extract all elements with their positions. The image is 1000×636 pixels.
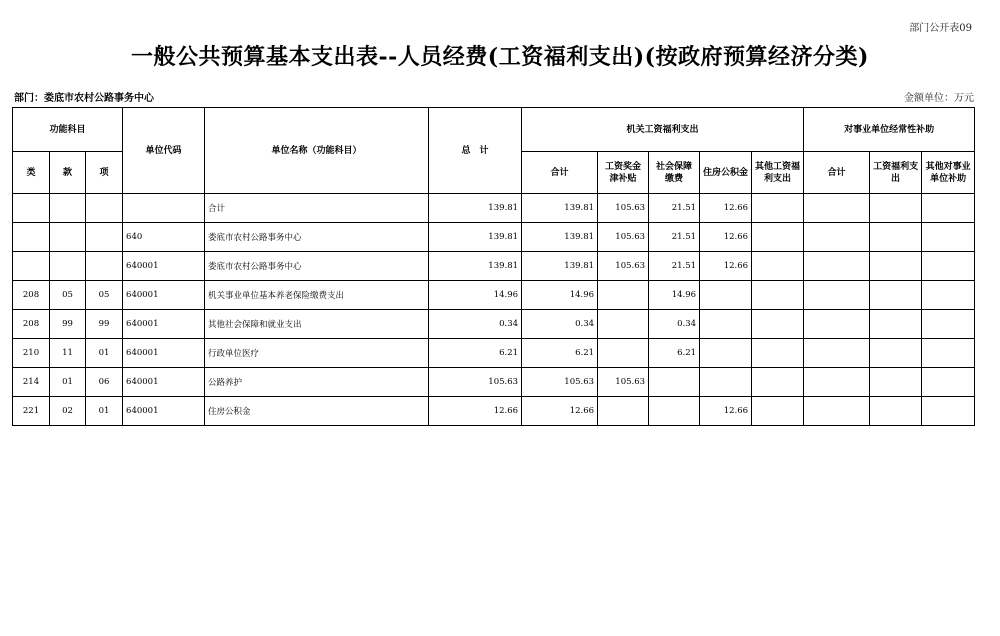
cell-salary-bonus: 105.63 xyxy=(598,252,649,281)
header-func-subject: 功能科目 xyxy=(13,108,123,152)
cell-total: 0.34 xyxy=(429,310,522,339)
cell-xiang: 05 xyxy=(86,281,123,310)
cell-lei xyxy=(13,223,50,252)
cell-other-salary xyxy=(752,310,804,339)
cell-salary-welfare-2 xyxy=(870,339,922,368)
cell-unit-code: 640001 xyxy=(123,252,205,281)
cell-total: 6.21 xyxy=(429,339,522,368)
cell-other-salary xyxy=(752,223,804,252)
cell-unit-name: 住房公积金 xyxy=(205,397,429,426)
cell-unit-name: 其他社会保障和就业支出 xyxy=(205,310,429,339)
cell-unit-code: 640001 xyxy=(123,310,205,339)
cell-other-subsidy xyxy=(922,397,975,426)
header-housing-fund: 住房公积金 xyxy=(700,152,752,194)
cell-kuan xyxy=(50,252,86,281)
cell-sub-total: 105.63 xyxy=(522,368,598,397)
cell-other-salary xyxy=(752,339,804,368)
cell-sub-total: 6.21 xyxy=(522,339,598,368)
cell-total: 139.81 xyxy=(429,223,522,252)
cell-kuan: 99 xyxy=(50,310,86,339)
cell-lei: 210 xyxy=(13,339,50,368)
department-label: 部门：娄底市农村公路事务中心 xyxy=(14,93,154,104)
cell-kuan: 01 xyxy=(50,368,86,397)
cell-social-security: 6.21 xyxy=(649,339,700,368)
header-xiang: 项 xyxy=(86,152,123,194)
cell-housing-fund xyxy=(700,281,752,310)
page-title: 一般公共预算基本支出表--人员经费(工资福利支出)(按政府预算经济分类) xyxy=(131,44,869,70)
cell-social-security: 0.34 xyxy=(649,310,700,339)
cell-sub-total: 12.66 xyxy=(522,397,598,426)
cell-total: 105.63 xyxy=(429,368,522,397)
header-sub-total: 合计 xyxy=(522,152,598,194)
header-salary-bonus: 工资奖金津补贴 xyxy=(598,152,649,194)
table-row xyxy=(13,397,975,426)
cell-unit-name: 行政单位医疗 xyxy=(205,339,429,368)
cell-sub-total-2 xyxy=(804,223,870,252)
cell-xiang: 01 xyxy=(86,397,123,426)
cell-salary-bonus: 105.63 xyxy=(598,223,649,252)
cell-housing-fund xyxy=(700,368,752,397)
table-row xyxy=(13,339,975,368)
table-row xyxy=(13,310,975,339)
cell-lei: 214 xyxy=(13,368,50,397)
cell-salary-welfare-2 xyxy=(870,252,922,281)
cell-salary-welfare-2 xyxy=(870,310,922,339)
cell-other-subsidy xyxy=(922,281,975,310)
cell-salary-bonus xyxy=(598,281,649,310)
cell-lei xyxy=(13,194,50,223)
cell-kuan xyxy=(50,194,86,223)
cell-total: 139.81 xyxy=(429,252,522,281)
cell-social-security: 21.51 xyxy=(649,194,700,223)
table-row xyxy=(13,194,975,223)
table-row xyxy=(13,223,975,252)
header-subsidy-public: 对事业单位经常性补助 xyxy=(804,108,975,152)
cell-kuan xyxy=(50,223,86,252)
header-kuan: 款 xyxy=(50,152,86,194)
cell-xiang xyxy=(86,252,123,281)
cell-salary-bonus xyxy=(598,310,649,339)
cell-kuan: 11 xyxy=(50,339,86,368)
cell-salary-welfare-2 xyxy=(870,223,922,252)
cell-unit-code: 640001 xyxy=(123,281,205,310)
amount-unit-label: 金额单位：万元 xyxy=(904,93,974,104)
cell-lei: 208 xyxy=(13,281,50,310)
cell-lei: 208 xyxy=(13,310,50,339)
cell-housing-fund: 12.66 xyxy=(700,397,752,426)
cell-total: 139.81 xyxy=(429,194,522,223)
cell-sub-total-2 xyxy=(804,194,870,223)
header-salary-welfare-2: 工资福利支出 xyxy=(870,152,922,194)
cell-unit-name: 娄底市农村公路事务中心 xyxy=(205,252,429,281)
header-unit-name: 单位名称（功能科目） xyxy=(205,108,429,194)
header-sub-total-2: 合计 xyxy=(804,152,870,194)
cell-social-security xyxy=(649,368,700,397)
cell-unit-code: 640 xyxy=(123,223,205,252)
header-social-security: 社会保障缴费 xyxy=(649,152,700,194)
cell-salary-bonus: 105.63 xyxy=(598,194,649,223)
cell-salary-bonus xyxy=(598,397,649,426)
cell-sub-total-2 xyxy=(804,368,870,397)
cell-other-salary xyxy=(752,194,804,223)
cell-social-security: 21.51 xyxy=(649,223,700,252)
cell-unit-name: 合计 xyxy=(205,194,429,223)
cell-sub-total: 139.81 xyxy=(522,252,598,281)
form-code: 部门公开表09 xyxy=(909,23,972,34)
cell-social-security xyxy=(649,397,700,426)
cell-xiang: 01 xyxy=(86,339,123,368)
cell-sub-total: 139.81 xyxy=(522,223,598,252)
cell-sub-total: 14.96 xyxy=(522,281,598,310)
cell-salary-welfare-2 xyxy=(870,281,922,310)
cell-salary-welfare-2 xyxy=(870,194,922,223)
header-org-salary-welfare: 机关工资福利支出 xyxy=(522,108,804,152)
cell-unit-code xyxy=(123,194,205,223)
cell-sub-total: 0.34 xyxy=(522,310,598,339)
cell-housing-fund xyxy=(700,339,752,368)
cell-sub-total-2 xyxy=(804,339,870,368)
cell-other-subsidy xyxy=(922,194,975,223)
cell-xiang: 99 xyxy=(86,310,123,339)
cell-salary-welfare-2 xyxy=(870,368,922,397)
cell-kuan: 05 xyxy=(50,281,86,310)
cell-unit-code: 640001 xyxy=(123,397,205,426)
cell-other-subsidy xyxy=(922,252,975,281)
cell-housing-fund xyxy=(700,310,752,339)
cell-sub-total-2 xyxy=(804,310,870,339)
cell-xiang: 06 xyxy=(86,368,123,397)
cell-housing-fund: 12.66 xyxy=(700,223,752,252)
cell-other-subsidy xyxy=(922,223,975,252)
cell-social-security: 21.51 xyxy=(649,252,700,281)
cell-other-salary xyxy=(752,252,804,281)
cell-other-subsidy xyxy=(922,339,975,368)
cell-social-security: 14.96 xyxy=(649,281,700,310)
header-total: 总 计 xyxy=(429,108,522,194)
cell-xiang xyxy=(86,194,123,223)
cell-lei: 221 xyxy=(13,397,50,426)
header-lei: 类 xyxy=(13,152,50,194)
cell-salary-bonus: 105.63 xyxy=(598,368,649,397)
cell-unit-name: 公路养护 xyxy=(205,368,429,397)
cell-lei xyxy=(13,252,50,281)
cell-unit-code: 640001 xyxy=(123,339,205,368)
cell-salary-bonus xyxy=(598,339,649,368)
cell-salary-welfare-2 xyxy=(870,397,922,426)
cell-other-salary xyxy=(752,397,804,426)
table-row xyxy=(13,281,975,310)
cell-sub-total-2 xyxy=(804,281,870,310)
cell-unit-code: 640001 xyxy=(123,368,205,397)
cell-total: 14.96 xyxy=(429,281,522,310)
cell-other-salary xyxy=(752,368,804,397)
cell-sub-total: 139.81 xyxy=(522,194,598,223)
header-other-subsidy: 其他对事业单位补助 xyxy=(922,152,975,194)
table-row xyxy=(13,368,975,397)
cell-other-subsidy xyxy=(922,368,975,397)
cell-xiang xyxy=(86,223,123,252)
cell-housing-fund: 12.66 xyxy=(700,194,752,223)
cell-other-salary xyxy=(752,281,804,310)
cell-sub-total-2 xyxy=(804,252,870,281)
cell-unit-name: 机关事业单位基本养老保险缴费支出 xyxy=(205,281,429,310)
cell-sub-total-2 xyxy=(804,397,870,426)
table-row xyxy=(13,252,975,281)
header-unit-code: 单位代码 xyxy=(123,108,205,194)
cell-other-subsidy xyxy=(922,310,975,339)
cell-housing-fund: 12.66 xyxy=(700,252,752,281)
cell-kuan: 02 xyxy=(50,397,86,426)
budget-table xyxy=(12,107,975,426)
cell-total: 12.66 xyxy=(429,397,522,426)
cell-unit-name: 娄底市农村公路事务中心 xyxy=(205,223,429,252)
header-other-salary: 其他工资福利支出 xyxy=(752,152,804,194)
